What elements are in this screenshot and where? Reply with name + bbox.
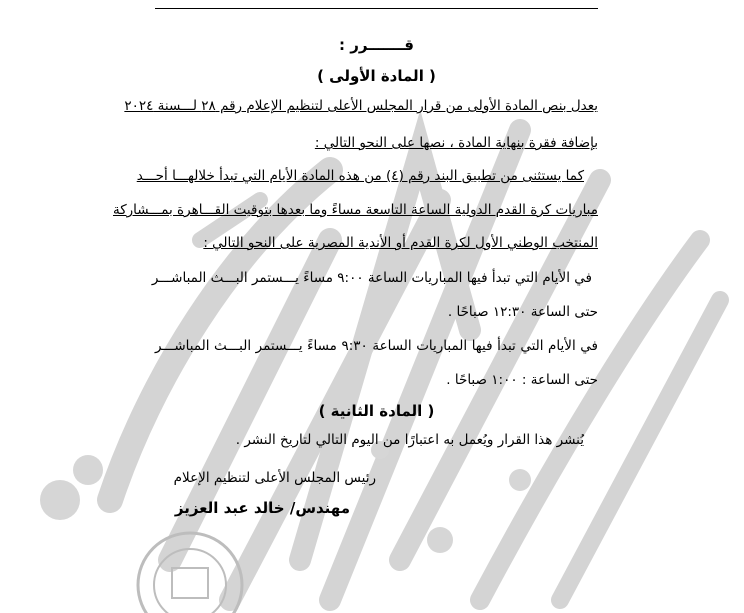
article-2-text: يُنشر هذا القرار ويُعمل به اعتبارًا من اليوم التالي لتاريخ النشر . [235,432,584,448]
top-rule [155,8,598,9]
article-1-line: المنتخب الوطني الأول لكرة القدم أو الأندية المصرية على النحو التالي : [203,235,598,251]
article-1-line: كما يستثنى من تطبيق البند رقم (٤) من هذه المادة الأيام التي تبدأ خلالهـــا أحـــد [136,168,584,184]
article-1-title: ( المادة الأولى ) [317,67,436,85]
article-1-line: في الأيام التي تبدأ فيها المباريات الساعة ٩:٣٠ مساءً يـــستمر البـــث المباشـــر [155,338,598,354]
signatory-title: رئيس المجلس الأعلى لتنظيم الإعلام [173,470,376,486]
article-1-line: حتى الساعة : ١:٠٠ صباحًا . [446,372,598,388]
signatory-name: مهندس/ خالد عبد العزيز [174,499,350,517]
article-1-line: مباريات كرة القدم الدولية الساعة التاسعة مساءً وما بعدها بتوقيت القـــاهرة بمـــشاركة [113,202,598,218]
article-1-line: في الأيام التي تبدأ فيها المباريات الساعة ٩:٠٠ مساءً يـــستمر البـــث المباشـــر [151,270,592,286]
article-1-line: حتى الساعة ١٢:٣٠ صباحًا . [447,304,598,320]
article-2-title: ( المادة الثانية ) [318,402,435,420]
decision-heading: قـــــــرر : [339,36,414,54]
article-1-line: يعدل بنص المادة الأولى من قرار المجلس الأعلى لتنظيم الإعلام رقم ٢٨ لـــسنة ٢٠٢٤ [124,98,598,114]
article-1-line: بإضافة فقرة بنهاية المادة ، نصها على النحو التالي : [314,135,598,151]
